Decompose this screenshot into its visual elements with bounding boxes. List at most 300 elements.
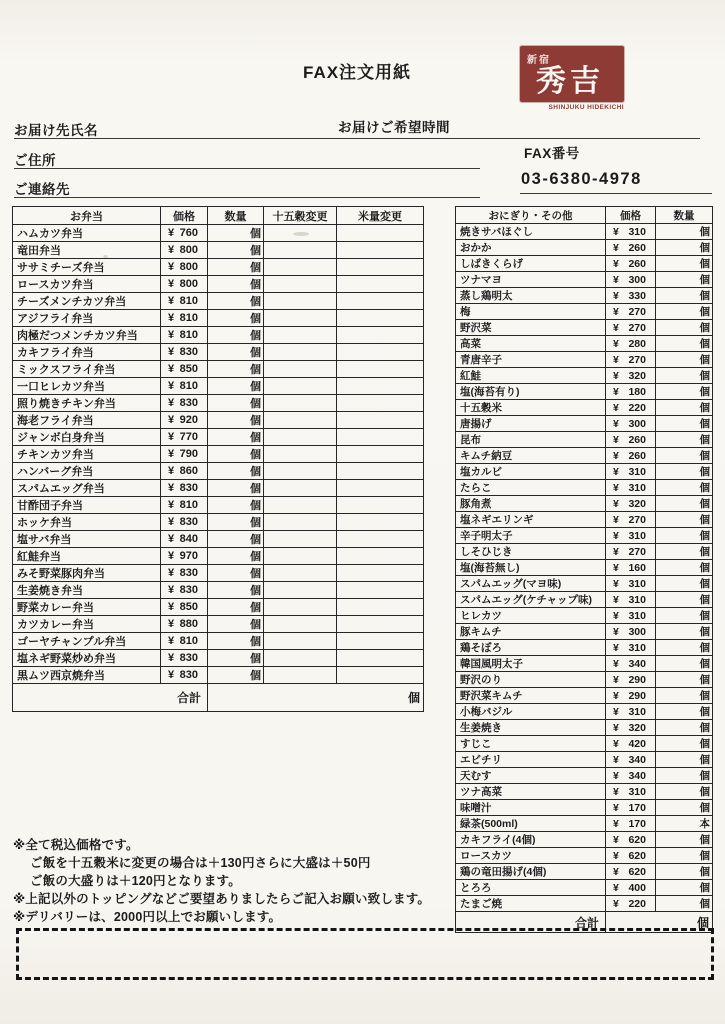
- quantity-cell[interactable]: [208, 395, 264, 412]
- unit-label: 個: [699, 530, 710, 542]
- item-price: [161, 599, 208, 616]
- currency-symbol: ¥: [613, 833, 619, 846]
- fifteen-grain-cell[interactable]: [264, 412, 337, 429]
- price-value: 220: [628, 401, 646, 414]
- table-row: [456, 592, 713, 608]
- quantity-cell[interactable]: [656, 784, 713, 800]
- item-name: すじこ: [456, 736, 606, 752]
- item-price: [606, 816, 656, 832]
- recipient-name-field[interactable]: [14, 120, 700, 139]
- quantity-cell[interactable]: [656, 800, 713, 816]
- item-price: [606, 320, 656, 336]
- unit-label: 個: [699, 514, 710, 526]
- price-value: 830: [179, 516, 198, 528]
- item-name: 高菜: [456, 336, 606, 352]
- rice-amount-cell[interactable]: [337, 361, 424, 378]
- table-row: [13, 310, 424, 327]
- fifteen-grain-cell[interactable]: [264, 497, 337, 514]
- price-value: 810: [179, 295, 198, 307]
- item-price: [606, 240, 656, 256]
- quantity-cell[interactable]: [208, 412, 264, 429]
- table-row: [456, 368, 713, 384]
- quantity-cell[interactable]: [656, 720, 713, 736]
- currency-symbol: ¥: [613, 689, 619, 702]
- total-quantity-cell[interactable]: 個: [606, 912, 713, 933]
- unit-label: 個: [250, 670, 261, 682]
- fifteen-grain-cell[interactable]: [264, 446, 337, 463]
- item-price: [161, 259, 208, 276]
- item-name: キムチ納豆: [456, 448, 606, 464]
- quantity-cell[interactable]: [208, 497, 264, 514]
- item-price: [606, 480, 656, 496]
- fifteen-grain-cell[interactable]: [264, 565, 337, 582]
- unit-label: 個: [699, 482, 710, 494]
- quantity-cell[interactable]: [656, 512, 713, 528]
- price-value: 830: [179, 584, 198, 596]
- rice-amount-cell[interactable]: [337, 327, 424, 344]
- currency-symbol: ¥: [168, 567, 175, 579]
- quantity-cell[interactable]: [656, 368, 713, 384]
- table-row: [13, 548, 424, 565]
- price-value: 310: [628, 641, 646, 654]
- rice-amount-cell[interactable]: [337, 599, 424, 616]
- table-row: [13, 429, 424, 446]
- quantity-cell[interactable]: [656, 480, 713, 496]
- item-name: みそ野菜豚肉弁当: [13, 565, 161, 582]
- quantity-cell[interactable]: [656, 240, 713, 256]
- quantity-cell[interactable]: [656, 384, 713, 400]
- currency-symbol: ¥: [613, 625, 619, 638]
- quantity-cell[interactable]: [656, 288, 713, 304]
- quantity-cell[interactable]: [208, 293, 264, 310]
- unit-label: 個: [699, 642, 710, 654]
- currency-symbol: ¥: [168, 465, 175, 477]
- currency-symbol: ¥: [168, 601, 175, 613]
- table-row: [456, 576, 713, 592]
- currency-symbol: ¥: [613, 641, 619, 654]
- item-price: [161, 344, 208, 361]
- quantity-cell[interactable]: [208, 429, 264, 446]
- recipient-name-label: お届け先氏名: [14, 123, 98, 138]
- table-row: [456, 240, 713, 256]
- price-value: 170: [628, 801, 646, 814]
- quantity-cell[interactable]: [208, 599, 264, 616]
- price-value: 310: [628, 577, 646, 590]
- currency-symbol: ¥: [613, 449, 619, 462]
- currency-symbol: ¥: [613, 545, 619, 558]
- quantity-cell[interactable]: [656, 256, 713, 272]
- fifteen-grain-cell[interactable]: [264, 633, 337, 650]
- item-name: ゴーヤチャンプル弁当: [13, 633, 161, 650]
- quantity-cell[interactable]: [656, 592, 713, 608]
- item-price: [606, 448, 656, 464]
- note-topping-request: ※上記以外のトッピングなどご要望ありましたらご記入お願い致します。: [13, 892, 431, 906]
- quantity-cell[interactable]: [656, 320, 713, 336]
- quantity-cell[interactable]: [208, 310, 264, 327]
- table-row: [456, 752, 713, 768]
- quantity-cell[interactable]: [656, 624, 713, 640]
- fifteen-grain-cell[interactable]: [264, 429, 337, 446]
- item-name: 生姜焼き: [456, 720, 606, 736]
- quantity-cell[interactable]: [208, 514, 264, 531]
- rice-amount-cell[interactable]: [337, 344, 424, 361]
- quantity-cell[interactable]: [656, 832, 713, 848]
- item-price: [606, 512, 656, 528]
- item-price: [606, 432, 656, 448]
- rice-amount-cell[interactable]: [337, 259, 424, 276]
- item-price: [161, 276, 208, 293]
- quantity-cell[interactable]: [656, 528, 713, 544]
- quantity-cell[interactable]: [656, 304, 713, 320]
- unit-label: 個: [699, 418, 710, 430]
- rice-amount-cell[interactable]: [337, 497, 424, 514]
- rice-amount-cell[interactable]: [337, 276, 424, 293]
- quantity-cell[interactable]: [656, 896, 713, 912]
- quantity-cell[interactable]: [656, 640, 713, 656]
- quantity-cell[interactable]: [208, 531, 264, 548]
- total-label: 合計: [456, 912, 606, 933]
- quantity-cell[interactable]: [656, 576, 713, 592]
- rice-amount-cell[interactable]: [337, 548, 424, 565]
- contact-field[interactable]: [14, 179, 480, 198]
- bento-table-header: [13, 207, 424, 225]
- price-value: 310: [628, 529, 646, 542]
- rice-amount-cell[interactable]: [337, 582, 424, 599]
- item-price: [606, 880, 656, 896]
- price-value: 810: [179, 635, 198, 647]
- table-row: [456, 816, 713, 832]
- quantity-cell[interactable]: [656, 656, 713, 672]
- fifteen-grain-cell[interactable]: [264, 548, 337, 565]
- quantity-cell[interactable]: [208, 225, 264, 242]
- quantity-cell[interactable]: [208, 565, 264, 582]
- price-value: 310: [628, 705, 646, 718]
- fifteen-grain-cell[interactable]: [264, 310, 337, 327]
- unit-label: 個: [699, 674, 710, 686]
- table-row: [456, 608, 713, 624]
- item-name: 十五穀米: [456, 400, 606, 416]
- table-row: [456, 480, 713, 496]
- price-value: 300: [628, 273, 646, 286]
- fifteen-grain-cell[interactable]: [264, 259, 337, 276]
- quantity-cell[interactable]: [656, 448, 713, 464]
- rice-amount-cell[interactable]: [337, 667, 424, 684]
- quantity-cell[interactable]: [208, 378, 264, 395]
- item-name: エビチリ: [456, 752, 606, 768]
- rice-amount-cell[interactable]: [337, 650, 424, 667]
- item-price: [606, 784, 656, 800]
- fax-number-value: 03-6380-4978: [521, 170, 642, 188]
- item-price: [161, 565, 208, 582]
- table-row: [456, 896, 713, 912]
- fax-number-underline: [520, 176, 712, 194]
- currency-symbol: ¥: [613, 769, 619, 782]
- quantity-cell[interactable]: [656, 464, 713, 480]
- quantity-cell[interactable]: [208, 446, 264, 463]
- rice-amount-cell[interactable]: [337, 412, 424, 429]
- quantity-cell[interactable]: [208, 344, 264, 361]
- price-value: 260: [628, 449, 646, 462]
- currency-symbol: ¥: [168, 227, 175, 239]
- currency-symbol: ¥: [168, 448, 175, 460]
- fifteen-grain-cell[interactable]: [264, 361, 337, 378]
- currency-symbol: ¥: [168, 363, 175, 375]
- unit-label: 個: [250, 245, 261, 257]
- unit-label: 個: [250, 296, 261, 308]
- rice-amount-cell[interactable]: [337, 514, 424, 531]
- item-price: [606, 608, 656, 624]
- currency-symbol: ¥: [613, 513, 619, 526]
- item-price: [606, 704, 656, 720]
- quantity-cell[interactable]: [656, 864, 713, 880]
- currency-symbol: ¥: [168, 346, 175, 358]
- fifteen-grain-cell[interactable]: [264, 514, 337, 531]
- fifteen-grain-cell[interactable]: [264, 344, 337, 361]
- price-value: 310: [628, 609, 646, 622]
- price-value: 320: [628, 497, 646, 510]
- currency-symbol: ¥: [168, 431, 175, 443]
- quantity-cell[interactable]: [656, 400, 713, 416]
- item-price: [606, 864, 656, 880]
- item-name: 塩カルビ: [456, 464, 606, 480]
- quantity-cell[interactable]: [656, 608, 713, 624]
- fifteen-grain-cell[interactable]: [264, 327, 337, 344]
- unit-label: 個: [699, 834, 710, 846]
- quantity-cell[interactable]: [656, 848, 713, 864]
- table-row: [456, 848, 713, 864]
- request-memo-box[interactable]: [16, 928, 714, 980]
- item-name: 唐揚げ: [456, 416, 606, 432]
- fifteen-grain-cell[interactable]: [264, 667, 337, 684]
- table-row: [13, 497, 424, 514]
- item-price: [606, 464, 656, 480]
- fifteen-grain-cell[interactable]: [264, 582, 337, 599]
- quantity-cell[interactable]: [656, 672, 713, 688]
- item-price: [606, 752, 656, 768]
- item-name: アジフライ弁当: [13, 310, 161, 327]
- quantity-cell[interactable]: [208, 480, 264, 497]
- table-row: [13, 259, 424, 276]
- table-row: [456, 640, 713, 656]
- address-field[interactable]: [14, 150, 480, 169]
- item-name: 梅: [456, 304, 606, 320]
- logo-romaji-text: SHINJUKU HIDEKICHI: [548, 104, 624, 111]
- price-value: 320: [628, 369, 646, 382]
- currency-symbol: ¥: [613, 369, 619, 382]
- total-quantity-cell[interactable]: 個: [208, 684, 424, 712]
- item-price: [606, 896, 656, 912]
- item-price: [606, 736, 656, 752]
- item-price: [161, 429, 208, 446]
- quantity-cell[interactable]: [656, 560, 713, 576]
- quantity-cell[interactable]: [656, 272, 713, 288]
- item-price: [161, 463, 208, 480]
- price-value: 270: [628, 513, 646, 526]
- price-value: 420: [628, 737, 646, 750]
- quantity-cell[interactable]: [208, 327, 264, 344]
- quantity-cell[interactable]: [656, 544, 713, 560]
- unit-label: 個: [250, 619, 261, 631]
- quantity-cell[interactable]: [208, 633, 264, 650]
- unit-label: 個: [250, 602, 261, 614]
- price-value: 260: [628, 257, 646, 270]
- item-price: [161, 667, 208, 684]
- item-price: [161, 395, 208, 412]
- currency-symbol: ¥: [613, 497, 619, 510]
- rice-amount-cell[interactable]: [337, 310, 424, 327]
- quantity-cell[interactable]: [208, 548, 264, 565]
- table-row: [13, 446, 424, 463]
- price-value: 920: [179, 414, 198, 426]
- note-delivery-minimum: ※デリバリーは、2000円以上でお願いします。: [13, 910, 282, 924]
- item-price: [161, 412, 208, 429]
- quantity-cell[interactable]: [208, 463, 264, 480]
- item-price: [161, 582, 208, 599]
- price-value: 810: [179, 499, 198, 511]
- currency-symbol: ¥: [168, 261, 175, 273]
- fifteen-grain-cell[interactable]: [264, 599, 337, 616]
- unit-label: 個: [699, 290, 710, 302]
- fifteen-grain-cell[interactable]: [264, 463, 337, 480]
- unit-label: 個: [699, 738, 710, 750]
- rice-amount-cell[interactable]: [337, 633, 424, 650]
- item-price: [161, 548, 208, 565]
- item-name: 鶏の竜田揚げ(4個): [456, 864, 606, 880]
- price-value: 400: [628, 881, 646, 894]
- fifteen-grain-cell[interactable]: [264, 293, 337, 310]
- price-value: 160: [628, 561, 646, 574]
- unit-label: 個: [699, 866, 710, 878]
- unit-label: 個: [250, 466, 261, 478]
- item-name: 野沢のり: [456, 672, 606, 688]
- item-price: [161, 293, 208, 310]
- bento-table: [12, 206, 424, 712]
- fifteen-grain-cell[interactable]: [264, 616, 337, 633]
- quantity-cell[interactable]: [656, 416, 713, 432]
- unit-label: 個: [699, 610, 710, 622]
- price-value: 830: [179, 567, 198, 579]
- table-row: [456, 560, 713, 576]
- fifteen-grain-cell[interactable]: [264, 650, 337, 667]
- item-price: [606, 272, 656, 288]
- quantity-cell[interactable]: [656, 704, 713, 720]
- unit-label: 個: [699, 306, 710, 318]
- quantity-cell[interactable]: [656, 224, 713, 240]
- quantity-cell[interactable]: [656, 496, 713, 512]
- item-price: [606, 224, 656, 240]
- quantity-cell[interactable]: [208, 276, 264, 293]
- price-value: 810: [179, 312, 198, 324]
- item-price: [606, 720, 656, 736]
- price-value: 970: [179, 550, 198, 562]
- quantity-cell[interactable]: [656, 432, 713, 448]
- fifteen-grain-cell[interactable]: [264, 531, 337, 548]
- price-value: 180: [628, 385, 646, 398]
- rice-amount-cell[interactable]: [337, 616, 424, 633]
- unit-label: 個: [699, 434, 710, 446]
- fifteen-grain-cell[interactable]: [264, 378, 337, 395]
- fifteen-grain-cell[interactable]: [264, 395, 337, 412]
- item-price: [606, 656, 656, 672]
- rice-amount-cell[interactable]: [337, 293, 424, 310]
- price-value: 850: [179, 363, 198, 375]
- quantity-cell[interactable]: [208, 650, 264, 667]
- col-bento: お弁当: [13, 207, 161, 225]
- currency-symbol: ¥: [168, 635, 175, 647]
- fifteen-grain-cell[interactable]: [264, 480, 337, 497]
- currency-symbol: ¥: [613, 321, 619, 334]
- quantity-cell[interactable]: [208, 667, 264, 684]
- rice-amount-cell[interactable]: [337, 378, 424, 395]
- table-row: [456, 880, 713, 896]
- unit-label: 個: [699, 802, 710, 814]
- quantity-cell[interactable]: [656, 768, 713, 784]
- fifteen-grain-cell[interactable]: [264, 242, 337, 259]
- item-name: ロースカツ: [456, 848, 606, 864]
- price-value: 340: [628, 753, 646, 766]
- quantity-cell[interactable]: [656, 816, 713, 832]
- unit-label: 本: [699, 818, 710, 830]
- quantity-cell[interactable]: [208, 242, 264, 259]
- currency-symbol: ¥: [613, 465, 619, 478]
- rice-amount-cell[interactable]: [337, 480, 424, 497]
- shop-logo: [520, 46, 624, 102]
- currency-symbol: ¥: [613, 305, 619, 318]
- price-value: 220: [628, 897, 646, 910]
- currency-symbol: ¥: [613, 353, 619, 366]
- currency-symbol: ¥: [168, 550, 175, 562]
- price-value: 620: [628, 833, 646, 846]
- quantity-cell[interactable]: [656, 688, 713, 704]
- unit-label: 個: [250, 653, 261, 665]
- price-value: 790: [179, 448, 198, 460]
- currency-symbol: ¥: [168, 329, 175, 341]
- rice-amount-cell[interactable]: [337, 565, 424, 582]
- quantity-cell[interactable]: [208, 259, 264, 276]
- quantity-cell[interactable]: [656, 736, 713, 752]
- table-row: [456, 256, 713, 272]
- fifteen-grain-cell[interactable]: [264, 276, 337, 293]
- rice-amount-cell[interactable]: [337, 531, 424, 548]
- table-row: [13, 395, 424, 412]
- rice-amount-cell[interactable]: [337, 395, 424, 412]
- rice-amount-cell[interactable]: [337, 225, 424, 242]
- rice-amount-cell[interactable]: [337, 429, 424, 446]
- quantity-cell[interactable]: [656, 880, 713, 896]
- note-tax-included: ※全て税込価格です。: [13, 838, 139, 852]
- currency-symbol: ¥: [168, 414, 175, 426]
- unit-label: 個: [699, 786, 710, 798]
- item-name: 鶏そぼろ: [456, 640, 606, 656]
- item-name: 小梅バジル: [456, 704, 606, 720]
- quantity-cell[interactable]: [656, 352, 713, 368]
- item-name: 韓国風明太子: [456, 656, 606, 672]
- rice-amount-cell[interactable]: [337, 463, 424, 480]
- rice-amount-cell[interactable]: [337, 446, 424, 463]
- price-value: 310: [628, 225, 646, 238]
- rice-amount-cell[interactable]: [337, 242, 424, 259]
- quantity-cell[interactable]: [208, 361, 264, 378]
- table-row: [13, 633, 424, 650]
- quantity-cell[interactable]: [656, 336, 713, 352]
- quantity-cell[interactable]: [208, 616, 264, 633]
- unit-label: 個: [699, 386, 710, 398]
- item-name: チキンカツ弁当: [13, 446, 161, 463]
- quantity-cell[interactable]: [656, 752, 713, 768]
- item-name: 蒸し鶏明太: [456, 288, 606, 304]
- quantity-cell[interactable]: [208, 582, 264, 599]
- item-name: チーズメンチカツ弁当: [13, 293, 161, 310]
